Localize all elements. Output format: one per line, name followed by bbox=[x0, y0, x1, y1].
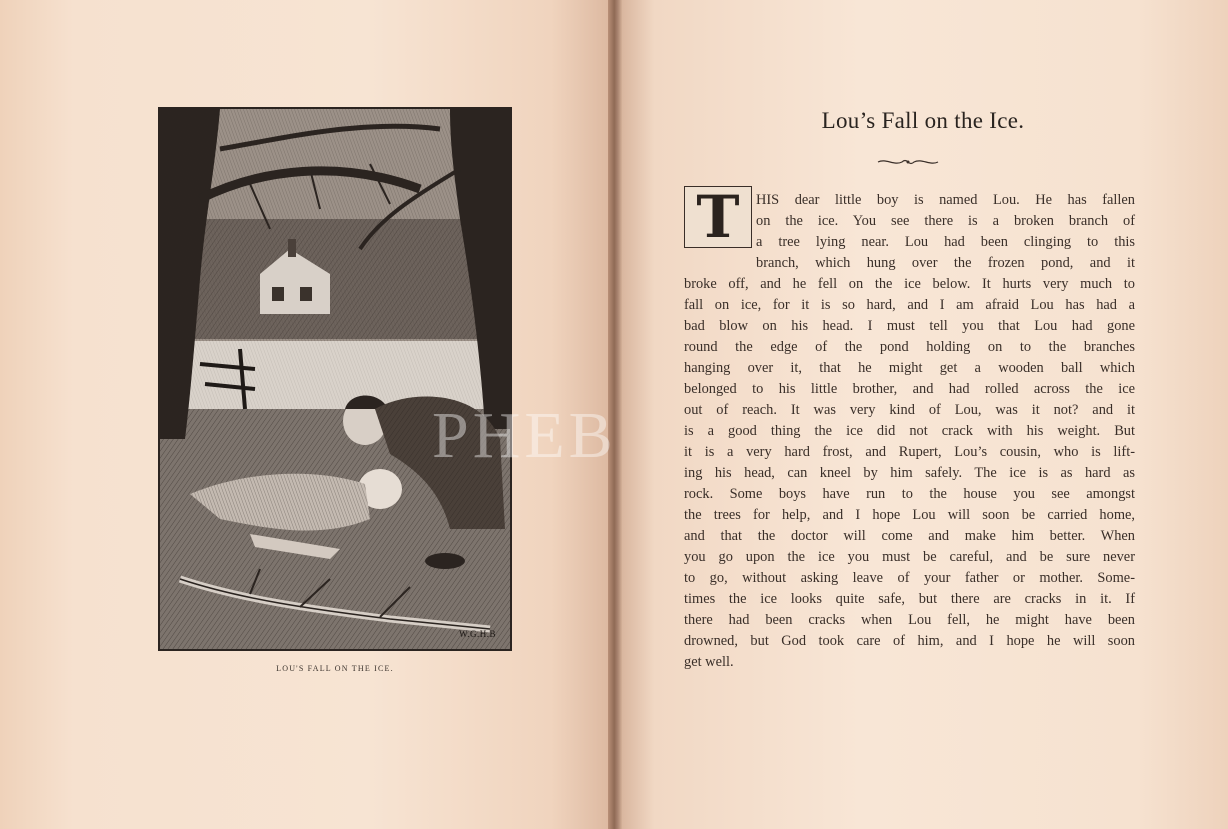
title-ornament bbox=[876, 157, 940, 167]
story-line: broke off, and he fell on the ice below. It hurts very much to bbox=[684, 276, 1135, 292]
story-line: rock. Some boys have run to the house you see amongst bbox=[684, 486, 1135, 502]
story-line: to go, without asking leave of your father or mother. Some- bbox=[684, 570, 1135, 586]
story-line: you go upon the ice you must be careful, and be sure never bbox=[684, 549, 1135, 565]
story-line: the trees for help, and I hope Lou will soon be carried home, bbox=[684, 507, 1135, 523]
story-line: on the ice. You see there is a broken branch of bbox=[756, 213, 1135, 229]
story-line: it is a very hard frost, and Rupert, Lou’s cousin, who is lift- bbox=[684, 444, 1135, 460]
drop-cap bbox=[684, 183, 752, 251]
story-line-last: get well. bbox=[684, 654, 734, 670]
story-line: fall on ice, for it is so hard, and I am afraid Lou has had a bbox=[684, 297, 1135, 313]
illustration-caption: LOU'S FALL ON THE ICE. bbox=[276, 664, 394, 673]
story-line: HIS dear little boy is named Lou. He has fallen bbox=[756, 192, 1135, 208]
story-line: and that the doctor will come and make him better. When bbox=[684, 528, 1135, 544]
story-line: there had been cracks when Lou fell, he might have been bbox=[684, 612, 1135, 628]
story-line: times the ice looks quite safe, but there are cracks in it. If bbox=[684, 591, 1135, 607]
engraving-art bbox=[160, 109, 510, 649]
story-line: is a good thing the ice did not crack with his weight. But bbox=[684, 423, 1135, 439]
story-line: drowned, but God took care of him, and I hope he will soon bbox=[684, 633, 1135, 649]
story-line: hanging over it, that he might get a wooden ball which bbox=[684, 360, 1135, 376]
story-line: a tree lying near. Lou had been clinging to this bbox=[756, 234, 1135, 250]
engraver-signature: W.G.H.B bbox=[459, 629, 496, 639]
story-line: out of reach. It was very kind of Lou, was it not? and it bbox=[684, 402, 1135, 418]
chapter-title: Lou’s Fall on the Ice. bbox=[821, 108, 1025, 133]
story-line: ing his head, can kneel by him safely. The ice is as hard as bbox=[684, 465, 1135, 481]
engraving-illustration bbox=[158, 107, 512, 651]
story-line: branch, which hung over the frozen pond, and it bbox=[756, 255, 1135, 271]
drop-cap-letter: T bbox=[696, 183, 740, 251]
watermark: PHEB bbox=[432, 399, 617, 472]
story-line: bad blow on his head. I must tell you that Lou had gone bbox=[684, 318, 1135, 334]
story-line: round the edge of the pond holding on to the branches bbox=[684, 339, 1135, 355]
story-line: belonged to his little brother, and had rolled across the ice bbox=[684, 381, 1135, 397]
